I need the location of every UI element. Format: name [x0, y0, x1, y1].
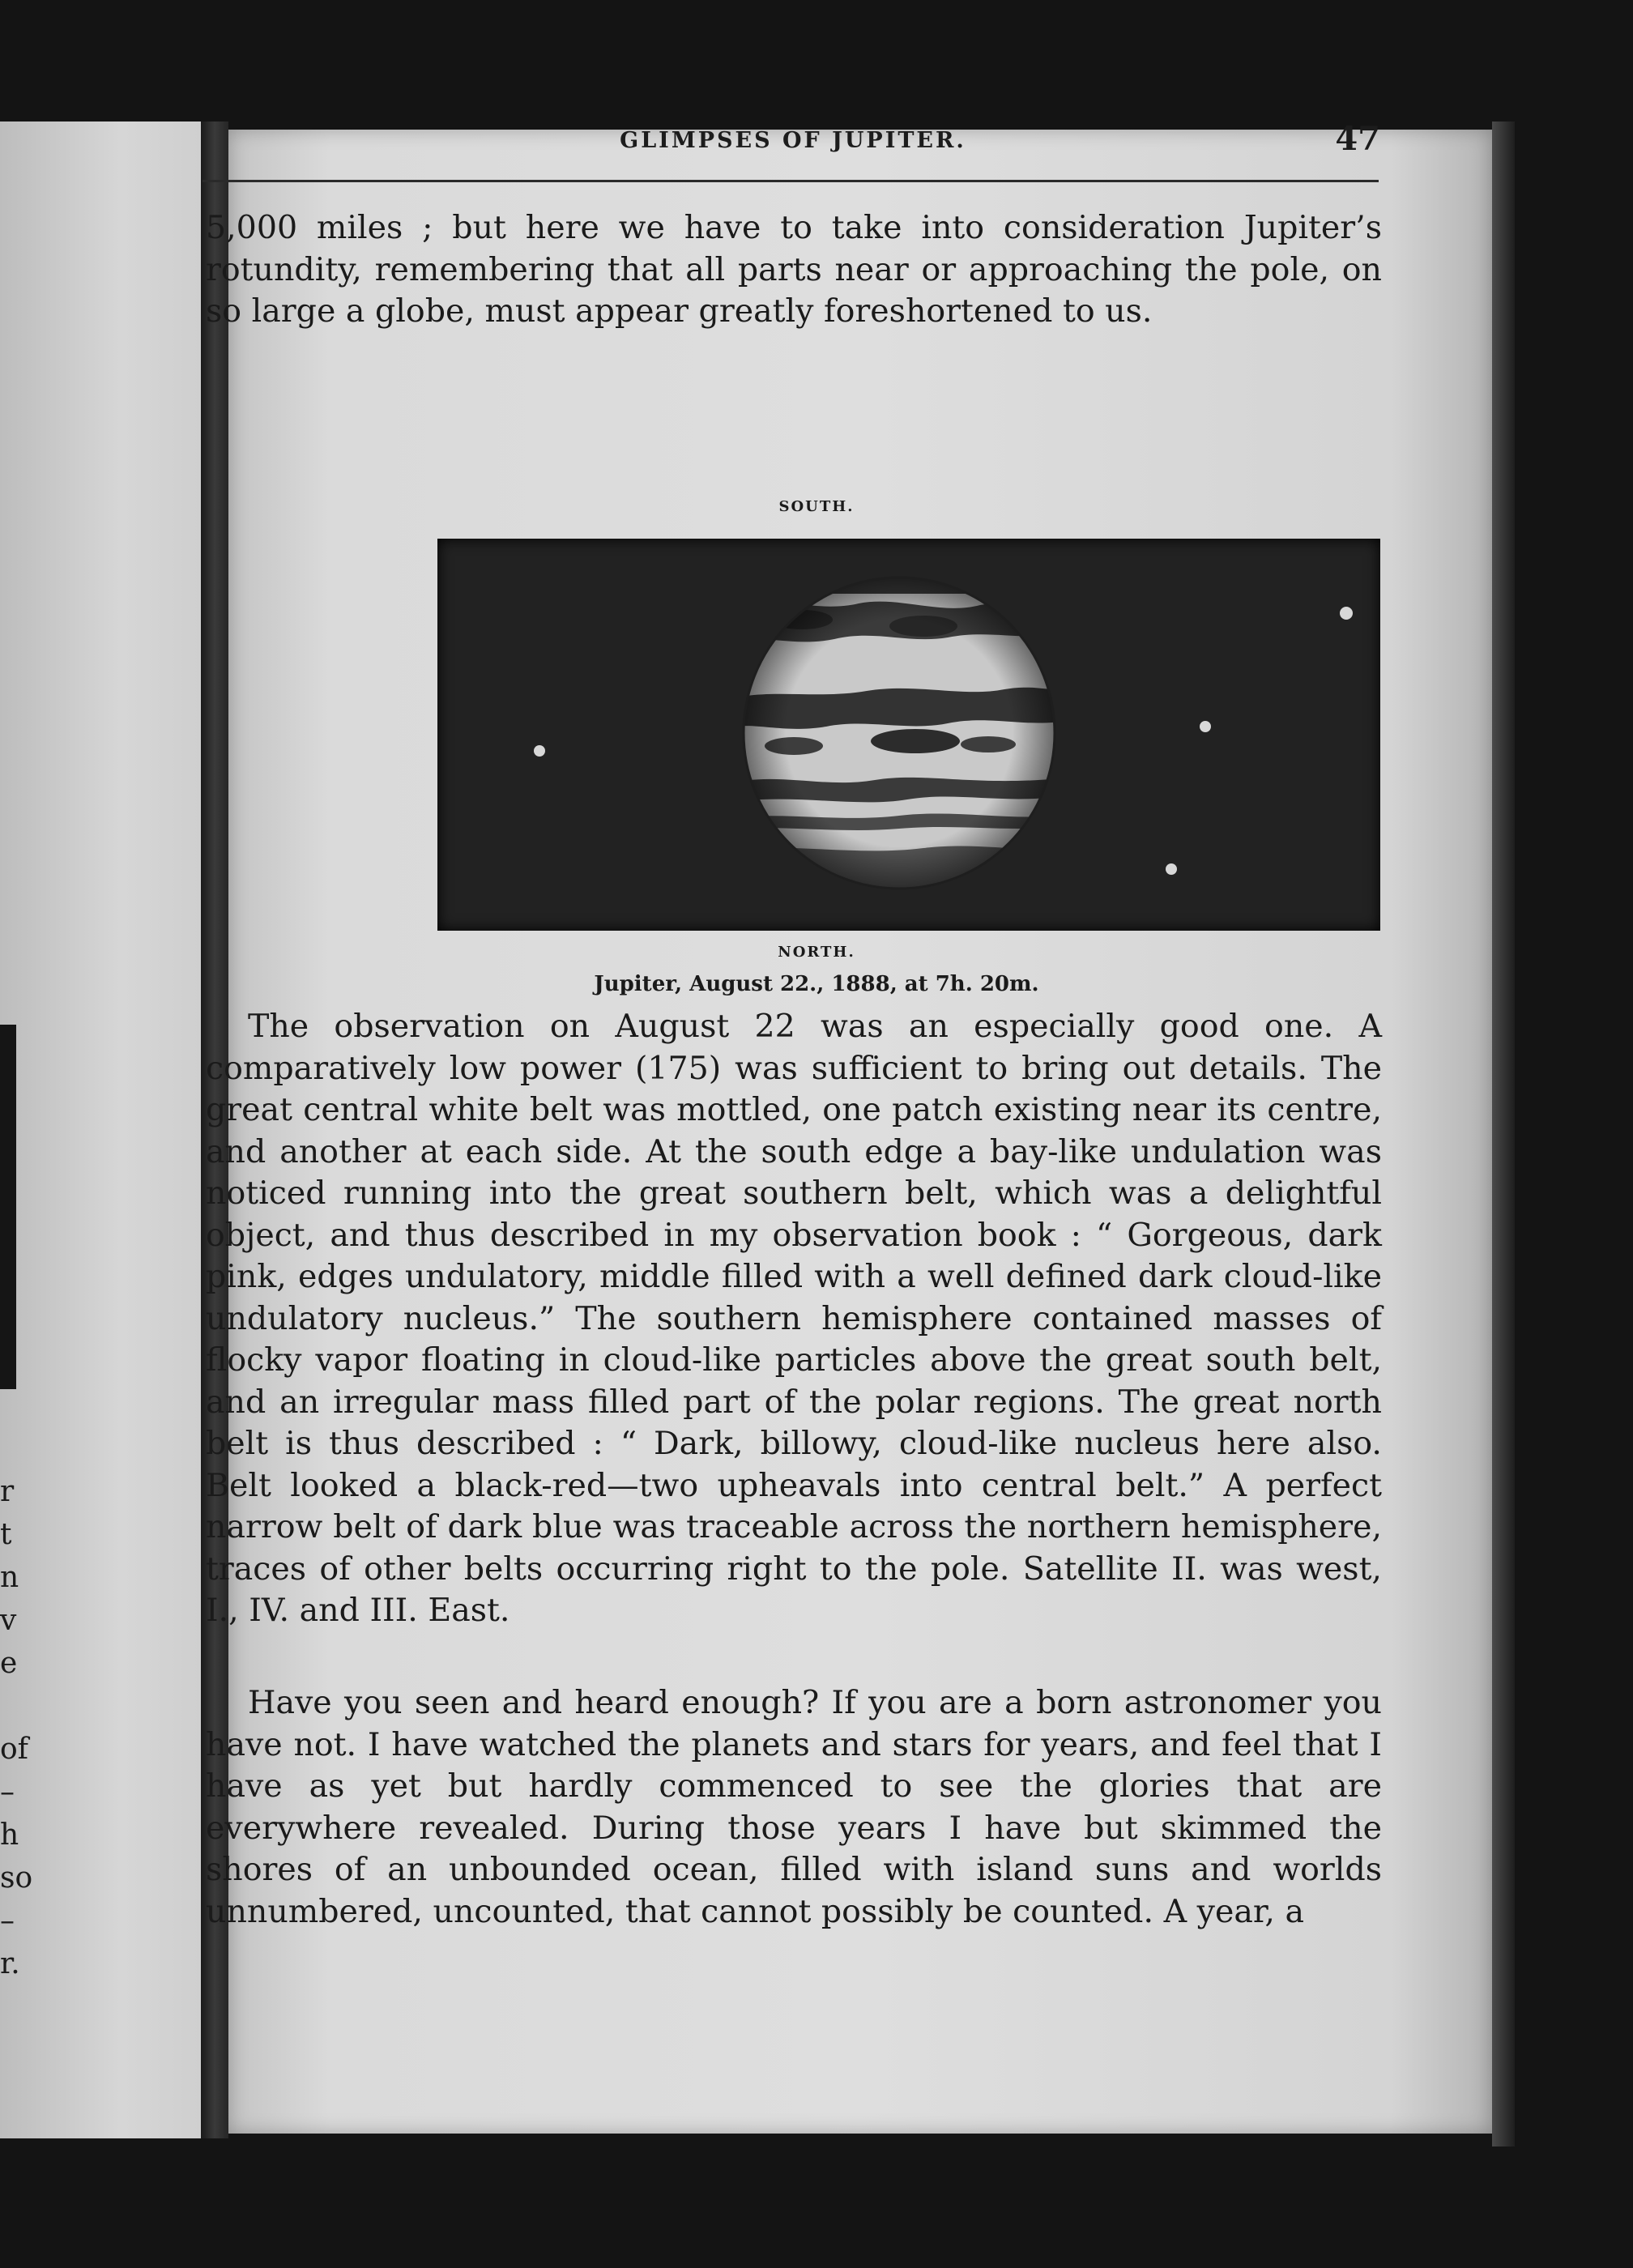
left-fragment-letter: e — [0, 1647, 18, 1680]
satellite-marker — [1166, 863, 1177, 875]
left-fragment-letter: r. — [0, 1947, 20, 1980]
paragraph-3 — [206, 1682, 1382, 1933]
paragraph-1 — [206, 207, 1382, 333]
left-fragment-letter: so — [0, 1861, 33, 1895]
jupiter-drawing — [437, 539, 1380, 931]
running-header — [206, 120, 1380, 168]
left-page-fragment — [0, 1470, 32, 1985]
satellite-marker — [534, 745, 545, 757]
running-title: GLIMPSES OF JUPITER. — [620, 128, 966, 153]
paragraph-3-text: Have you seen and heard enough? If you are a born astronomer you have not. I have watched the planets and stars for years, and feel that I have as yet but hardly commenced to see the glories that are everywhere revealed. During those years I have but skimmed the shores of an unbounded ocean, filled with island suns and worlds unnumbered, uncounted, that cannot possibly be counted. A year, a — [206, 1684, 1382, 1930]
paragraph-2-text: The observation on August 22 was an especially good one. A comparatively low power (175) was sufficient to bring out details. The great central white belt was mottled, one patch existing near its centre, and another at each side. At the south edge a bay-like undulation was noticed running into the great southern belt, which was a delightful object, and thus described in my observation book : “ Gorgeous, dark pink, edges undulatory, middle filled with a well defined dark cloud-like undulatory nucleus.” The southern hemisphere contained masses of flocky vapor floating in cloud-like particles above the great south belt, and an irregular mass filled part of the polar regions. The great north belt is thus described : “ Dark, billowy, cloud-like nucleus here also. Belt looked a black-red—two upheavals into central belt.” A perfect narrow belt of dark blue was traceable across the northern hemisphere, traces of other belts occurring right to the pole. Satellite II. was west, I., IV. and III. East. — [206, 1008, 1382, 1629]
left-fragment-letter: v — [0, 1604, 17, 1637]
left-fragment-letter: h — [0, 1818, 19, 1852]
paragraph-2 — [206, 1006, 1382, 1632]
figure-label-north: NORTH. — [778, 944, 855, 961]
left-fragment-letter: – — [0, 1904, 15, 1938]
page-number: 47 — [1335, 120, 1380, 158]
satellite-marker — [1200, 721, 1211, 732]
figure-label-south: SOUTH. — [778, 498, 855, 515]
left-fragment-letter: r — [0, 1475, 15, 1508]
paragraph-1-text: 5,000 miles ; but here we have to take into consideration Jupiter’s rotundity, remembering that all parts near or approaching the pole, on so large a globe, must appear greatly foreshortened to us. — [206, 209, 1382, 330]
left-page-plate-edge — [0, 1025, 16, 1389]
left-fragment-letter: – — [0, 1776, 15, 1809]
left-fragment-letter: n — [0, 1561, 19, 1594]
page-edge-shadow — [1492, 122, 1515, 2146]
figure-caption: Jupiter, August 22., 1888, at 7h. 20m. — [594, 972, 1039, 996]
header-rule — [203, 180, 1379, 182]
left-fragment-letter: t — [0, 1518, 12, 1551]
left-fragment-letter — [0, 1685, 32, 1728]
jupiter-illustration — [437, 539, 1380, 931]
jupiter-planet-disc — [737, 571, 1061, 895]
satellite-marker — [1340, 607, 1353, 620]
left-fragment-letter: of — [0, 1733, 28, 1766]
